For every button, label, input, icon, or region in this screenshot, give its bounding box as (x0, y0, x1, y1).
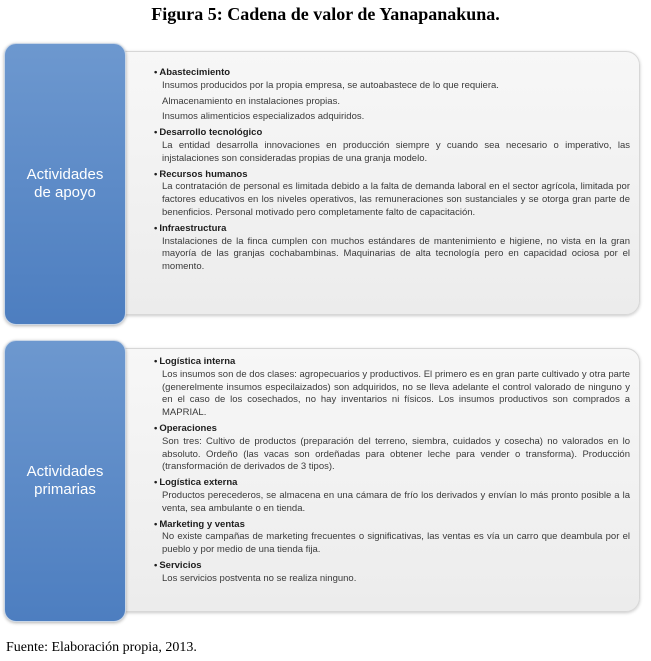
primary-label-line2: primarias (34, 481, 96, 498)
primary-activities-section (4, 340, 644, 620)
item-body (154, 140, 630, 166)
figure-title: Figura 5: Cadena de valor de Yanapanakuna. (151, 4, 500, 24)
item-heading: • Logística interna (154, 356, 630, 369)
item-body (154, 490, 630, 516)
item-text: Instalaciones de la finca cumplen con muchos estándares de mantenimiento e higiene, no vista en la gran mayoría de las granjas cochabambinas. Maquinarias de alta tecnología pero en capacidad ociosa por el momento. (162, 235, 630, 273)
item-text: La contratación de personal es limitada debido a la falta de demanda laboral en el sector agrícola, limitada por factores educativos en los niveles operativos, las remuneraciones son sustanciales y se otorga gran parte de benenficios. Personal motivado pero completamente falto de capacitación. (162, 181, 630, 218)
list-item (154, 477, 630, 515)
primary-activities-label (27, 463, 104, 499)
primary-activities-list (154, 356, 630, 589)
item-body (154, 80, 630, 124)
list-item (154, 67, 630, 124)
item-heading: • Operaciones (154, 423, 630, 436)
support-activities-label-box (4, 43, 126, 325)
item-body (154, 236, 630, 274)
list-item (154, 519, 630, 557)
item-text: Los servicios postventa no se realiza ninguno. (162, 572, 357, 584)
item-heading: • Recursos humanos (154, 169, 630, 182)
item-text: Son tres: Cultivo de productos (preparación del terreno, siembra, cuidados y cosecha) no valorados en lo absoluto. Ordeño (las vacas son ordeñadas para obtener leche para vender o transforma). Producción (transformación de derivados de 3 tipos). (162, 435, 630, 473)
item-body (154, 369, 630, 420)
list-item (154, 356, 630, 420)
item-text: Insumos alimenticios especializados adquiridos. (162, 111, 365, 123)
list-item (154, 560, 630, 586)
list-item (154, 223, 630, 274)
item-text: No existe campañas de marketing frecuentes o significativas, las ventas es vía un carro que deambula por el pueblo y por medio de una tienda fija. (162, 531, 630, 556)
item-heading: • Marketing y ventas (154, 519, 630, 532)
item-heading: • Desarrollo tecnológico (154, 127, 630, 140)
source-note: Fuente: Elaboración propia, 2013. (6, 640, 197, 655)
item-heading: • Servicios (154, 560, 630, 573)
item-heading: • Logística externa (154, 477, 630, 490)
support-label-line1: Actividades (26, 166, 104, 183)
primary-label-line1: Actividades (26, 463, 104, 480)
item-text: La entidad desarrolla innovaciones en producción siempre y cuando sea necesario o imperativo, las injstalaciones son consideradas propias de una granja modelo. (162, 139, 630, 164)
list-item (154, 423, 630, 474)
item-text: Insumos producidos por la propia empresa, se autoabastece de lo que requiera. (162, 79, 499, 91)
item-body (154, 181, 630, 219)
item-text: Almacenamiento en instalaciones propias. (162, 95, 340, 107)
list-item (154, 169, 630, 220)
support-label-line2: de apoyo (34, 184, 96, 201)
item-body (154, 436, 630, 474)
support-activities-list (154, 67, 630, 277)
support-activities-label (27, 166, 104, 202)
item-text: Los insumos son de dos clases: agropecuarios y productivos. El primero es en gran parte cultivado y otra parte (generelmente insumos especilaizados) son adquiridos, no se lleva adelante el control valorado de ninguno y en el caso de los cosechados, no hay inventarios ni físicos. Los insumos productivos son comprados a MAPRIAL. (162, 368, 630, 419)
item-heading: • Infraestructura (154, 223, 630, 236)
item-heading: • Abastecimiento (154, 67, 630, 80)
item-body (154, 573, 630, 586)
list-item (154, 127, 630, 165)
support-activities-section (4, 43, 644, 323)
item-body (154, 531, 630, 557)
primary-activities-label-box (4, 340, 126, 622)
item-text: Productos perecederos, se almacena en una cámara de frío los derivados y envían lo más pronto posible a la venta, sea ambulante o en tienda. (162, 489, 630, 514)
